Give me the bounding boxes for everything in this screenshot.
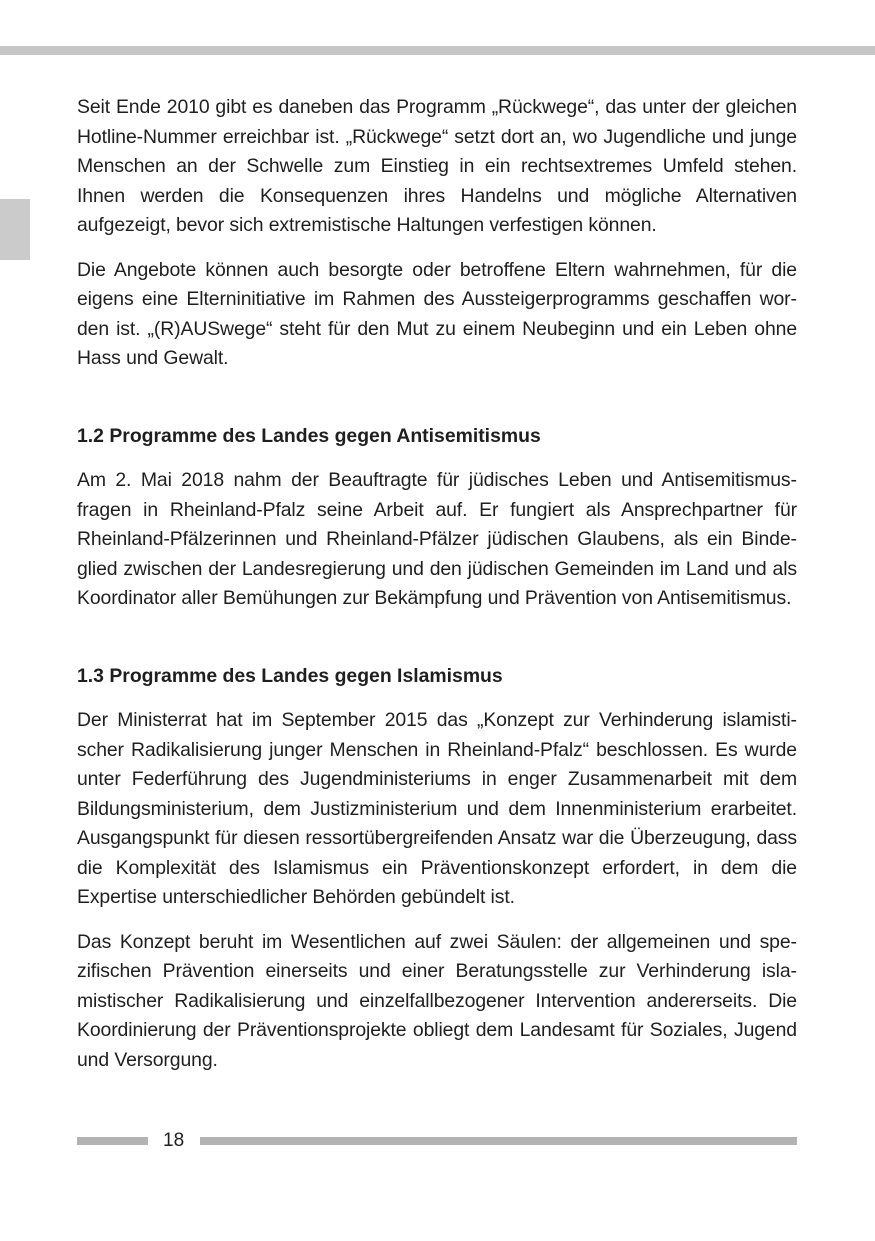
islamism-paragraph-pillars: Das Konzept beruht im Wesentlichen auf zwei Säulen: der allgemeinen und spezifischen Prävention einerseits und einer Beratungsstelle zur Verhinderung islamistischer Radikalisierung und einzelfallbezogener Intervention andererseits. Die Koordinierung der Präventionsprojekte obliegt dem Landesamt für Soziales, Jugend und Versorgung. bbox=[77, 930, 797, 1071]
intro-paragraph-rueckwege: Seit Ende 2010 gibt es daneben das Programm „Rückwege“, das unter der gleichen Hotline-Nummer erreichbar ist. „Rückwege“ setzt dort an, wo Jugendliche und junge Menschen an der Schwelle zum Einstieg in ein rechtsextremes Umfeld stehen. Ihnen werden die Konsequenzen ihres Handelns und mögliche Alternativen aufgezeigt, bevor sich extremistische Haltungen verfestigen können. bbox=[77, 96, 797, 236]
page-content bbox=[77, 93, 797, 1075]
page-number: 18 bbox=[163, 1130, 185, 1151]
heading-antisemitism: 1.2 Programme des Landes gegen Antisemitismus bbox=[77, 424, 541, 447]
intro-paragraph-rauswege: Die Angebote können auch besorgte oder betroffene Eltern wahrnehmen, für die eigens eine Elterninitiative im Rahmen des Aussteigerprogramms geschaffen worden ist. „(R)AUSwege“ steht für den Mut zu einem Neubeginn und ein Leben ohne Hass und Gewalt. bbox=[77, 258, 797, 369]
antisemitism-paragraph: Am 2. Mai 2018 nahm der Beauftragte für jüdisches Leben und Antisemitismusfragen in Rheinland-Pfalz seine Arbeit auf. Er fungiert als Ansprechpartner für Rheinland-Pfälzerinnen und Rheinland-Pfälzer jüdischen Glaubens, als ein Bindeglied zwischen der Landesregierung und den jüdischen Gemeinden im Land und als Koordinator aller Bemühungen zur Bekämpfung und Prävention von Antisemitismus. bbox=[77, 469, 797, 609]
footer-bar-left bbox=[77, 1137, 148, 1145]
islamism-paragraph-concept: Der Ministerrat hat im September 2015 das „Konzept zur Verhinderung islamistischer Radikalisierung junger Menschen in Rheinland-Pfalz“ beschlossen. Es wurde unter Federführung des Jugendministeriums in enger Zusammenarbeit mit dem Bildungsministerium, dem Justizministerium und dem Innenministerium erarbeitet. Ausgangspunkt für diesen ressortübergreifenden Ansatz war die Überzeugung, dass die Komplexität des Islamismus ein Präventionskonzept erfordert, in dem die Expertise unterschiedlicher Behörden gebündelt ist. bbox=[77, 709, 797, 908]
page-footer bbox=[77, 1128, 797, 1154]
footer-bar-right bbox=[200, 1137, 797, 1145]
top-rule bbox=[0, 46, 875, 55]
side-tab-marker bbox=[0, 199, 30, 260]
heading-islamism: 1.3 Programme des Landes gegen Islamismus bbox=[77, 664, 503, 687]
